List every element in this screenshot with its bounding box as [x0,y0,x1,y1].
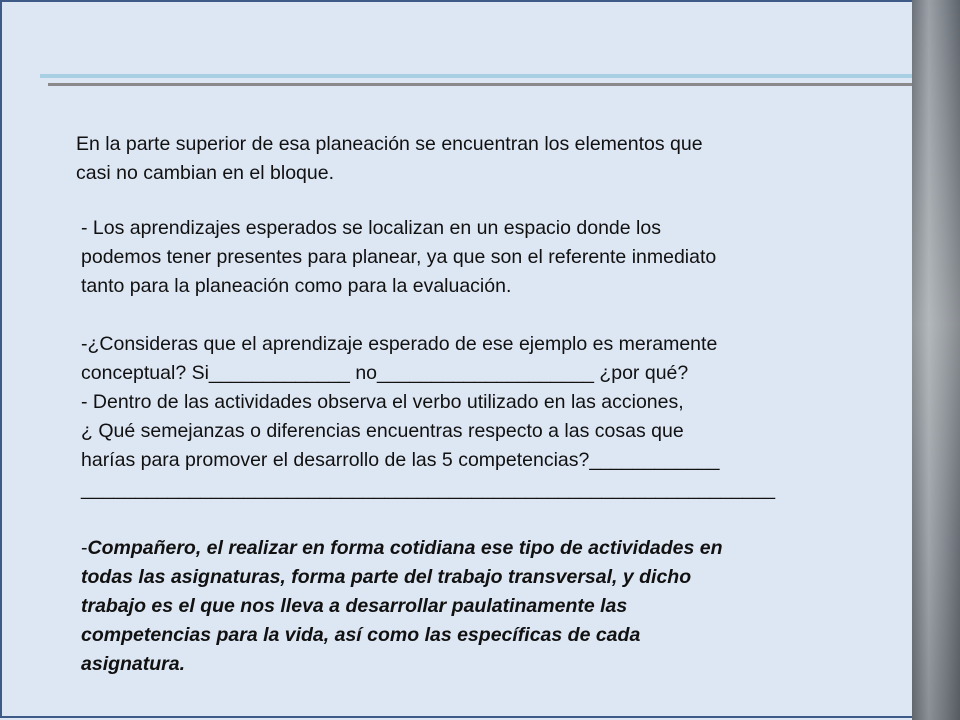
outcomes-line-1: - Los aprendizajes esperados se localizan en un espacio donde los [81,217,661,239]
header-rule-light [40,74,912,78]
header-rule-dark [48,83,912,86]
closing-line-2: todas las asignaturas, forma parte del trabajo transversal, y dicho [81,566,692,588]
closing-line-1: Compañero, el realizar en forma cotidiana ese tipo de actividades en [87,537,723,559]
question-line-6: ________________________________________________________________ [81,478,776,500]
outcomes-line-2: podemos tener presentes para planear, ya que son el referente inmediato [81,246,717,268]
question-line-5: harías para promover el desarrollo de las 5 competencias?____________ [81,449,720,471]
closing-line-3: trabajo es el que nos lleva a desarrollar paulatinamente las [81,595,628,617]
intro-paragraph [76,130,703,188]
questions-paragraph [81,330,775,504]
closing-line-5: asignatura. [81,653,186,675]
decorative-side-panel [912,0,960,720]
question-line-4: ¿ Qué semejanzas o diferencias encuentras respecto a las cosas que [81,420,684,442]
intro-line-1: En la parte superior de esa planeación se encuentran los elementos que [76,133,703,155]
question-line-1: -¿Consideras que el aprendizaje esperado de ese ejemplo es meramente [81,333,718,355]
question-line-3: - Dentro de las actividades observa el verbo utilizado en las acciones, [81,391,684,413]
closing-dash: - [81,537,88,559]
outcomes-line-3: tanto para la planeación como para la evaluación. [81,275,512,297]
learning-outcomes-paragraph [81,214,716,301]
intro-line-2: casi no cambian en el bloque. [76,162,335,184]
question-line-2: conceptual? Si_____________ no____________________ ¿por qué? [81,362,689,384]
closing-line-4: competencias para la vida, así como las específicas de cada [81,624,641,646]
closing-paragraph [81,534,723,679]
